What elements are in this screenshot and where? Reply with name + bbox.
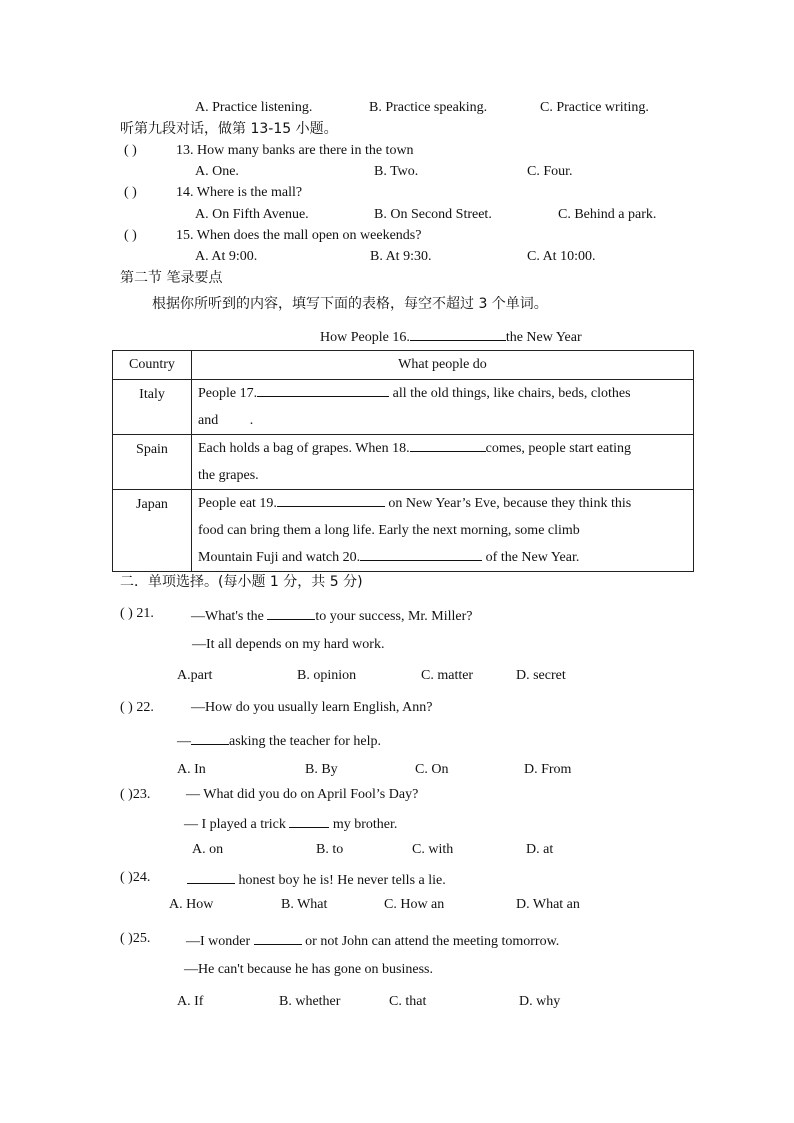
q22-option-c: C. On (415, 762, 449, 777)
q23-paren: ( )23. (120, 787, 151, 802)
q22-stem: —How do you usually learn English, Ann? (191, 700, 433, 715)
row-japan-line3-post: of the New Year. (482, 550, 580, 565)
q21-option-a: A.part (177, 668, 213, 683)
section2-heading: 二．单项选择。(每小题 1 分，共 5 分) (120, 574, 363, 590)
q14-option-a: A. On Fifth Avenue. (195, 207, 309, 222)
q13-option-a: A. One. (195, 164, 239, 179)
q24-option-b: B. What (281, 897, 328, 912)
row-italy-post: all the old things, like chairs, beds, clothes (389, 386, 631, 401)
blank-19 (277, 492, 385, 507)
blank-22 (191, 730, 229, 745)
row-italy-desc (192, 380, 694, 435)
row-spain-post: comes, people start eating (485, 441, 632, 456)
q12-option-b: B. Practice speaking. (369, 100, 488, 115)
row-spain-line2: the grapes. (198, 468, 259, 483)
q25-option-c: C. that (389, 994, 427, 1009)
q23-option-b: B. to (316, 842, 344, 857)
part2-heading: 第二节 笔录要点 (120, 270, 223, 286)
q22-option-d: D. From (524, 762, 572, 777)
row-japan-post: on New Year’s Eve, because they think this (384, 496, 632, 511)
blank-16 (410, 326, 506, 341)
q25-option-d: D. why (519, 994, 561, 1009)
q25-option-b: B. whether (279, 994, 341, 1009)
q21-option-d: D. secret (516, 668, 566, 683)
blank-24 (187, 869, 235, 884)
blank-25 (254, 930, 302, 945)
q21-stem (191, 605, 473, 626)
q25-stem-pre: —I wonder (186, 934, 254, 949)
row-japan-line3-pre: Mountain Fuji and watch 20. (198, 550, 361, 565)
q25-reply: —He can't because he has gone on business. (184, 962, 434, 977)
q25-stem (186, 930, 559, 951)
row-japan-country: Japan (113, 490, 192, 572)
q22-reply-post: asking the teacher for help. (229, 734, 381, 749)
row-italy-country: Italy (113, 380, 192, 435)
q14-option-b: B. On Second Street. (374, 207, 492, 222)
q21-option-c: C. matter (421, 668, 474, 683)
part2-instruction: 根据你所听到的内容，填写下面的表格，每空不超过 3 个单词。 (152, 296, 548, 312)
q23-reply-post: my brother. (329, 817, 398, 832)
notes-table (112, 350, 694, 572)
q23-reply-pre: — I played a trick (184, 817, 290, 832)
blank-20 (360, 546, 482, 561)
q14-stem: 14. Where is the mall? (176, 185, 303, 200)
row-spain-pre: Each holds a bag of grapes. When 18. (198, 441, 410, 456)
table-title-post: the New Year (505, 330, 582, 345)
q24-stem (187, 869, 446, 890)
q24-paren: ( )24. (120, 870, 151, 885)
blank-18 (410, 437, 486, 452)
q13-option-b: B. Two. (374, 164, 419, 179)
q15-option-a: A. At 9:00. (195, 249, 258, 264)
q25-paren: ( )25. (120, 931, 151, 946)
row-japan-pre: People eat 19. (198, 496, 277, 511)
q13-paren: ( ) (124, 143, 137, 158)
q23-option-d: D. at (526, 842, 554, 857)
table-title (320, 326, 582, 347)
q22-option-a: A. In (177, 762, 206, 777)
row-japan-line2: food can bring them a long life. Early the next morning, some climb (198, 523, 580, 538)
q24-option-d: D. What an (516, 897, 580, 912)
row-japan-desc (192, 490, 694, 572)
row-italy-line2: and . (198, 413, 254, 428)
q13-option-c: C. Four. (527, 164, 573, 179)
q21-reply: —It all depends on my hard work. (192, 637, 385, 652)
q15-option-b: B. At 9:30. (370, 249, 432, 264)
q23-reply (184, 813, 397, 834)
q14-option-c: C. Behind a park. (558, 207, 657, 222)
q22-option-b: B. By (305, 762, 338, 777)
q24-option-c: C. How an (384, 897, 445, 912)
q23-stem: — What did you do on April Fool’s Day? (186, 787, 419, 802)
q25-option-a: A. If (177, 994, 204, 1009)
q24-option-a: A. How (169, 897, 214, 912)
q21-option-b: B. opinion (297, 668, 357, 683)
q23-option-a: A. on (192, 842, 224, 857)
q24-stem-post: honest boy he is! He never tells a lie. (235, 873, 446, 888)
q15-paren: ( ) (124, 228, 137, 243)
header-country: Country (113, 351, 192, 380)
blank-23 (289, 813, 329, 828)
row-italy-pre: People 17. (198, 386, 258, 401)
q22-reply (177, 730, 381, 751)
q13-stem: 13. How many banks are there in the town (176, 143, 414, 158)
q22-reply-pre: — (177, 734, 191, 749)
q21-stem-pre: —What's the (191, 609, 268, 624)
q23-option-c: C. with (412, 842, 454, 857)
header-what-people-do: What people do (192, 351, 694, 380)
row-spain-desc (192, 435, 694, 490)
q25-stem-post: or not John can attend the meeting tomorrow. (301, 934, 560, 949)
q21-paren: ( ) 21. (120, 606, 154, 621)
blank-17 (257, 382, 389, 397)
q15-stem: 15. When does the mall open on weekends? (176, 228, 422, 243)
row-spain-country: Spain (113, 435, 192, 490)
blank-21 (267, 605, 315, 620)
q21-stem-post: to your success, Mr. Miller? (315, 609, 473, 624)
table-title-pre: How People 16. (320, 330, 410, 345)
q12-option-c: C. Practice writing. (540, 100, 649, 115)
q12-option-a: A. Practice listening. (195, 100, 313, 115)
q22-paren: ( ) 22. (120, 700, 154, 715)
q14-paren: ( ) (124, 185, 137, 200)
section9-heading: 听第九段对话，做第 13-15 小题。 (120, 121, 338, 137)
q15-option-c: C. At 10:00. (527, 249, 596, 264)
